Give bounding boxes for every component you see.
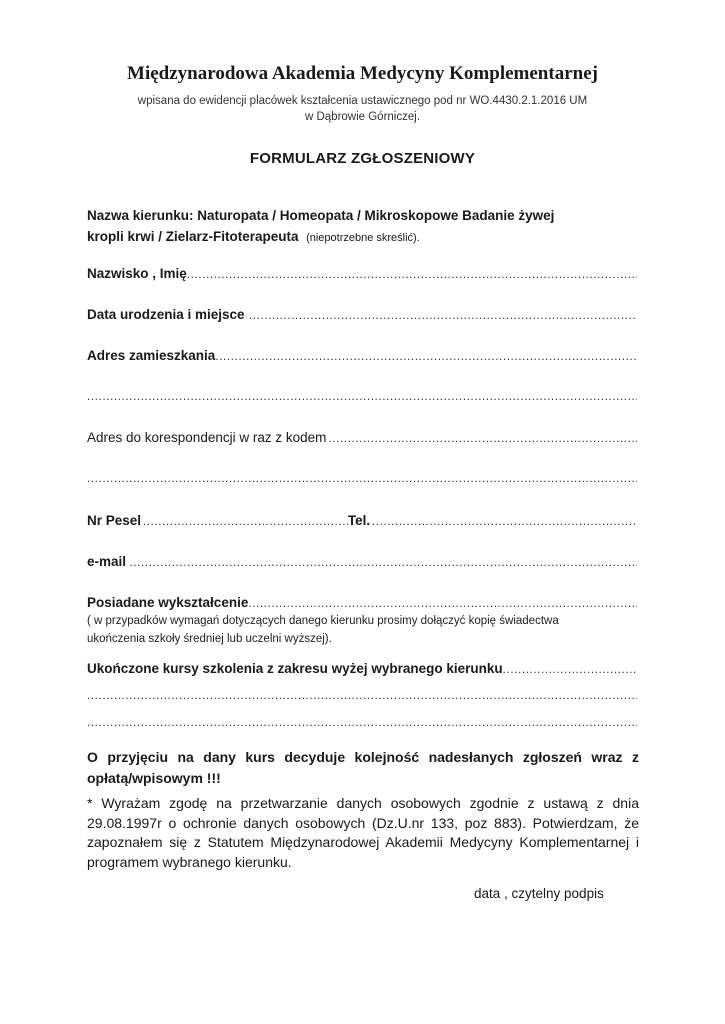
courses-fill-line[interactable] (503, 662, 637, 676)
courses-continuation-2[interactable] (87, 715, 637, 733)
email-field[interactable] (87, 554, 637, 572)
name-field[interactable] (87, 266, 637, 284)
tel-fill-line[interactable] (372, 514, 637, 528)
courses-field[interactable] (87, 661, 637, 679)
registration-line-2: w Dąbrowie Górniczej. (304, 111, 421, 123)
course-options-line-2: kropli krwi / Zielarz-Fitoterapeuta (87, 229, 299, 244)
education-note (87, 612, 639, 648)
course-selection[interactable] (87, 205, 642, 249)
course-hint: (niepotrzebne skreślić). (306, 232, 420, 244)
pesel-tel-field[interactable] (87, 513, 637, 531)
courses-label: Ukończone kursy szkolenia z zakresu wyżej wybranego kierunku (87, 661, 503, 676)
form-title: FORMULARZ ZGŁOSZENIOWY (249, 150, 476, 167)
email-fill-line[interactable] (129, 555, 637, 569)
courses-fill-line-3[interactable] (87, 715, 637, 729)
course-label-line-2 (87, 226, 642, 249)
correspondence-label: Adres do korespondencji w raz z kodem (87, 430, 327, 445)
birth-field[interactable] (87, 307, 637, 325)
name-fill-line[interactable] (187, 267, 637, 281)
registration-line-1: wpisana do ewidencji placówek kształcenia ustawicznego pod nr WO.4430.2.1.2016 UM (137, 95, 588, 107)
address-label: Adres zamieszkania (87, 348, 216, 363)
email-label: e-mail (87, 554, 127, 569)
correspondence-field[interactable] (87, 430, 637, 448)
courses-continuation-1[interactable] (87, 688, 637, 706)
address-fill-line-2[interactable] (87, 389, 637, 403)
courses-fill-line-2[interactable] (87, 688, 637, 702)
education-note-line-2: ukończenia szkoły średniej lub uczelni wyższej). (87, 633, 332, 645)
birth-fill-line[interactable] (249, 308, 637, 322)
address-field[interactable] (87, 348, 637, 366)
education-note-line-1: ( w przypadków wymagań dotyczących danego kierunku prosimy dołączyć kopię świadectwa (87, 615, 559, 627)
correspondence-fill-line-2[interactable] (87, 471, 637, 485)
education-fill-line[interactable] (248, 596, 637, 610)
address-fill-line[interactable] (215, 349, 637, 363)
correspondence-fill-line[interactable] (328, 431, 637, 445)
birth-label: Data urodzenia i miejsce (87, 307, 245, 322)
academy-title: Międzynarodowa Akademia Medycyny Komplementarnej (127, 63, 598, 84)
signature-caption: data , czytelny podpis (474, 886, 604, 901)
pesel-label: Nr Pesel (87, 513, 142, 528)
pesel-fill-line[interactable] (143, 514, 348, 528)
admission-notice: O przyjęciu na dany kurs decyduje kolejność nadesłanych zgłoszeń wraz z opłatą/wpisowym !!! (87, 749, 639, 786)
correspondence-continuation[interactable] (87, 471, 637, 489)
education-field[interactable] (87, 595, 637, 613)
course-label-line-1: Nazwa kierunku: Naturopata / Homeopata / Mikroskopowe Badanie żywej (87, 208, 555, 223)
name-label: Nazwisko , Imię (87, 266, 187, 281)
data-consent-statement: * Wyrażam zgodę na przetwarzanie danych osobowych zgodnie z ustawą z dnia 29.08.1997r o ochronie danych osobowych (Dz.U.nr 133, poz 883). Potwierdzam, że zapoznałem się z Statutem Międzynarodowej Akademii Medycyny Komplementarnej i programem wybranego kierunku. (87, 795, 639, 870)
education-label: Posiadane wykształcenie (87, 595, 249, 610)
address-continuation[interactable] (87, 389, 637, 407)
tel-label: Tel. (347, 513, 371, 528)
